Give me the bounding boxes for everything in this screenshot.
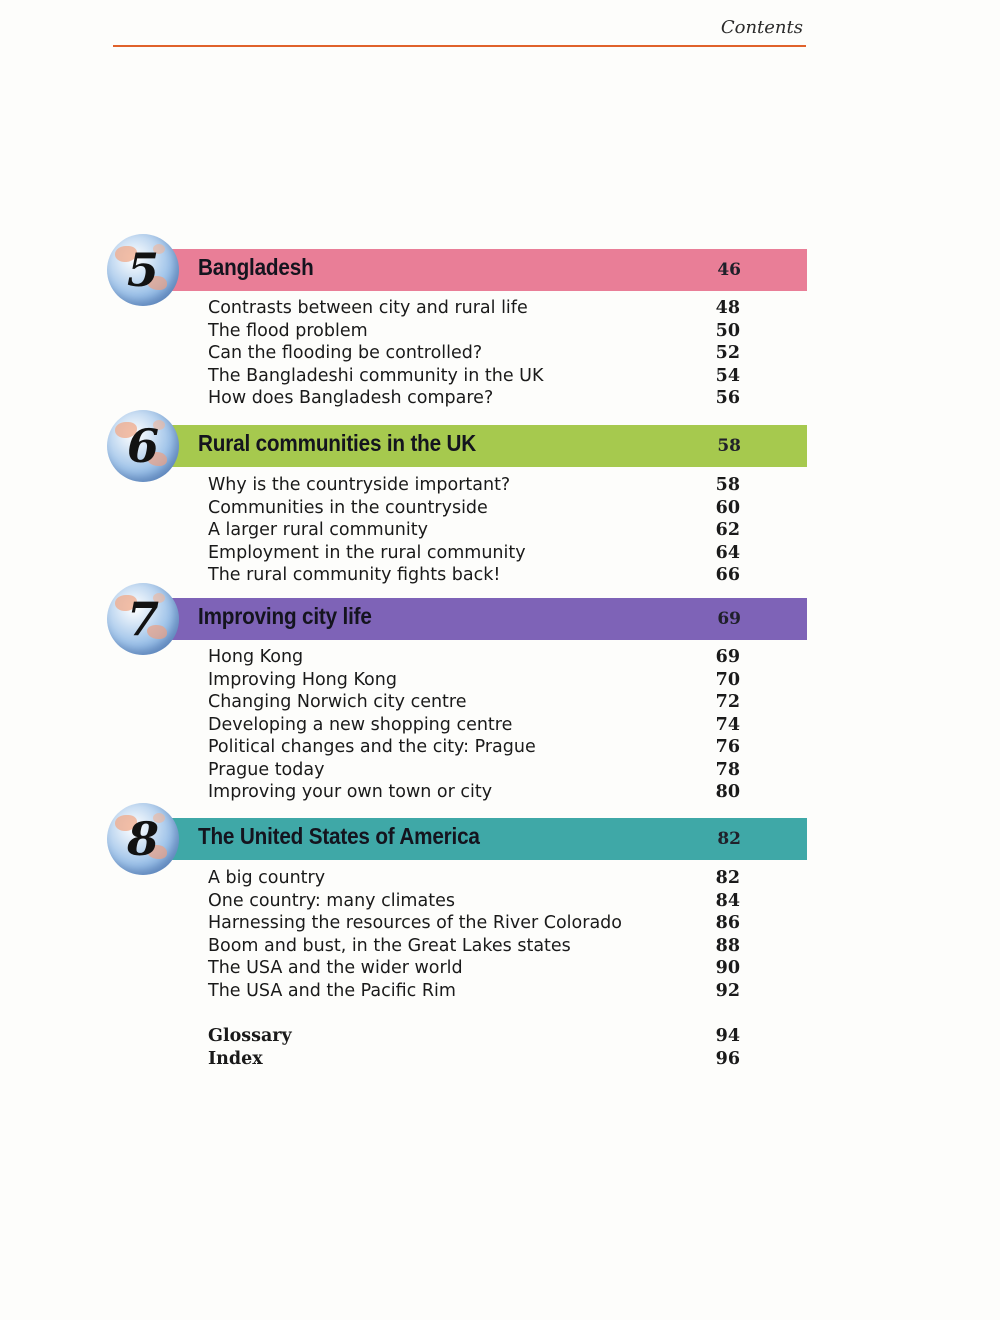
- entry-title: Can the flooding be controlled?: [208, 343, 483, 363]
- entry-page: 92: [715, 980, 740, 1001]
- entry-page: 69: [715, 647, 740, 667]
- entry-title: Improving Hong Kong: [208, 669, 397, 690]
- toc-entry[interactable]: [208, 669, 740, 692]
- entry-title: Communities in the countryside: [208, 497, 488, 518]
- entry-page: 52: [715, 343, 740, 363]
- entry-page: 76: [715, 737, 740, 757]
- entry-title: Hong Kong: [208, 647, 304, 667]
- globe-icon: [107, 410, 179, 482]
- entry-page: 48: [715, 298, 740, 318]
- back-matter: [208, 1025, 740, 1070]
- toc-entry[interactable]: [208, 714, 740, 737]
- entry-page: 80: [715, 782, 740, 802]
- entry-title: The rural community fights back!: [208, 565, 501, 585]
- entry-title: The Bangladeshi community in the UK: [208, 365, 544, 386]
- chapter-bar[interactable]: [168, 818, 807, 860]
- entry-page: 56: [715, 388, 740, 408]
- chapter-number: 6: [126, 419, 159, 473]
- entry-title: Employment in the rural community: [208, 542, 526, 563]
- entry-page: 96: [715, 1048, 740, 1069]
- globe-icon: [107, 234, 179, 306]
- entry-title: Improving your own town or city: [208, 782, 493, 802]
- entry-title: Changing Norwich city centre: [208, 692, 467, 712]
- toc-entry[interactable]: [208, 867, 740, 890]
- entry-page: 64: [715, 542, 740, 563]
- toc-entry[interactable]: [208, 342, 740, 365]
- globe-icon: [107, 583, 179, 655]
- entry-page: 84: [715, 890, 740, 911]
- chapter-title: Rural communities in the UK: [198, 430, 477, 456]
- entry-title: Why is the countryside important?: [208, 475, 511, 495]
- chapter-page-number: 46: [717, 260, 741, 280]
- entry-title: A larger rural community: [208, 520, 428, 540]
- toc-entry[interactable]: [208, 320, 740, 343]
- chapter-bar[interactable]: [168, 425, 807, 467]
- entry-page: 62: [715, 520, 740, 540]
- toc-entry[interactable]: [208, 564, 740, 587]
- entry-list: [208, 297, 740, 410]
- entry-title: Harnessing the resources of the River Colorado: [208, 913, 622, 933]
- toc-entry[interactable]: [208, 497, 740, 520]
- entry-title: How does Bangladesh compare?: [208, 388, 494, 408]
- entry-title: One country: many climates: [208, 890, 455, 911]
- chapter-number: 5: [126, 243, 159, 297]
- entry-page: 50: [715, 320, 740, 341]
- entry-page: 70: [715, 669, 740, 690]
- entry-page: 86: [715, 913, 740, 933]
- toc-entry[interactable]: [208, 759, 740, 782]
- entry-page: 78: [715, 759, 740, 780]
- toc-entry[interactable]: [208, 935, 740, 958]
- entry-list: [208, 867, 740, 1002]
- toc-entry[interactable]: [208, 646, 740, 669]
- entry-list: [208, 474, 740, 587]
- chapter-bar[interactable]: [168, 598, 807, 640]
- entry-title: Boom and bust, in the Great Lakes states: [208, 935, 571, 956]
- toc-entry[interactable]: [208, 542, 740, 565]
- entry-page: 88: [715, 935, 740, 956]
- toc-entry[interactable]: [208, 691, 740, 714]
- toc-entry[interactable]: [208, 736, 740, 759]
- toc-entry[interactable]: [208, 890, 740, 913]
- entry-page: 54: [715, 365, 740, 386]
- chapter-title: Bangladesh: [198, 254, 314, 280]
- toc-entry-index[interactable]: [208, 1048, 740, 1071]
- chapter-number: 8: [126, 812, 159, 866]
- entry-list: [208, 646, 740, 804]
- entry-title: Developing a new shopping centre: [208, 714, 513, 735]
- globe-icon: [107, 803, 179, 875]
- chapter-title: Improving city life: [198, 603, 372, 629]
- chapter-page-number: 69: [717, 609, 741, 629]
- running-head: Contents: [720, 17, 803, 38]
- chapter-number: 7: [126, 592, 159, 646]
- entry-page: 90: [715, 958, 740, 978]
- header-rule: [113, 45, 806, 47]
- chapter-page-number: 58: [717, 436, 741, 456]
- chapter-page-number: 82: [717, 829, 741, 849]
- entry-page: 58: [715, 475, 740, 495]
- toc-entry[interactable]: [208, 912, 740, 935]
- entry-page: 94: [715, 1026, 740, 1046]
- entry-page: 74: [715, 714, 740, 735]
- entry-page: 82: [715, 868, 740, 888]
- entry-title: Index: [208, 1048, 263, 1069]
- toc-entry[interactable]: [208, 957, 740, 980]
- entry-title: The USA and the wider world: [208, 958, 463, 978]
- toc-entry[interactable]: [208, 781, 740, 804]
- chapter-title: The United States of America: [198, 823, 480, 849]
- entry-title: The USA and the Pacific Rim: [208, 980, 456, 1001]
- entry-title: A big country: [208, 868, 326, 888]
- toc-entry[interactable]: [208, 387, 740, 410]
- chapter-bar[interactable]: [168, 249, 807, 291]
- toc-entry-glossary[interactable]: [208, 1025, 740, 1048]
- toc-entry[interactable]: [208, 980, 740, 1003]
- entry-title: Contrasts between city and rural life: [208, 298, 528, 318]
- toc-entry[interactable]: [208, 519, 740, 542]
- toc-entry[interactable]: [208, 297, 740, 320]
- toc-entry[interactable]: [208, 474, 740, 497]
- entry-page: 66: [715, 565, 740, 585]
- toc-entry[interactable]: [208, 365, 740, 388]
- entry-page: 60: [715, 497, 740, 518]
- entry-title: Glossary: [208, 1026, 292, 1046]
- entry-title: Political changes and the city: Prague: [208, 737, 536, 757]
- entry-title: Prague today: [208, 759, 325, 780]
- entry-page: 72: [715, 692, 740, 712]
- entry-title: The flood problem: [208, 320, 368, 341]
